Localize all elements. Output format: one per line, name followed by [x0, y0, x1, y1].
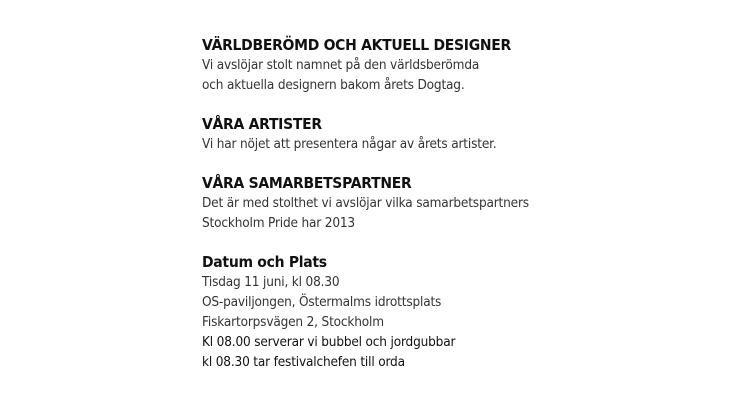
section-heading: VÅRA SAMARBETSPARTNER [202, 174, 412, 192]
section-designer [202, 35, 722, 95]
section-heading: Datum och Plats [202, 253, 327, 271]
event-schedule-line: kl 08.30 tar festivalchefen till orda [202, 354, 405, 370]
section-partners [202, 173, 722, 233]
section-text-line: och aktuella designern bakom årets Dogtag. [202, 77, 465, 93]
section-text-line: Vi har nöjet att presentera någar av årets artister. [202, 136, 497, 152]
section-date-place [202, 252, 722, 372]
section-text-line: Det är med stolthet vi avslöjar vilka samarbetspartners [202, 195, 529, 211]
section-text-line: Vi avslöjar stolt namnet på den världsberömda [202, 57, 480, 73]
section-artists [202, 114, 722, 154]
event-address: Fiskartorpsvägen 2, Stockholm [202, 314, 384, 330]
section-heading: VÄRLDBERÖMD OCH AKTUELL DESIGNER [202, 36, 512, 54]
section-text-line: Stockholm Pride har 2013 [202, 215, 355, 231]
event-venue: OS-paviljongen, Östermalms idrottsplats [202, 294, 442, 310]
section-heading: VÅRA ARTISTER [202, 115, 322, 133]
invitation-text [202, 35, 722, 372]
event-date: Tisdag 11 juni, kl 08.30 [202, 274, 340, 290]
event-schedule-line: Kl 08.00 serverar vi bubbel och jordgubbar [202, 334, 456, 350]
